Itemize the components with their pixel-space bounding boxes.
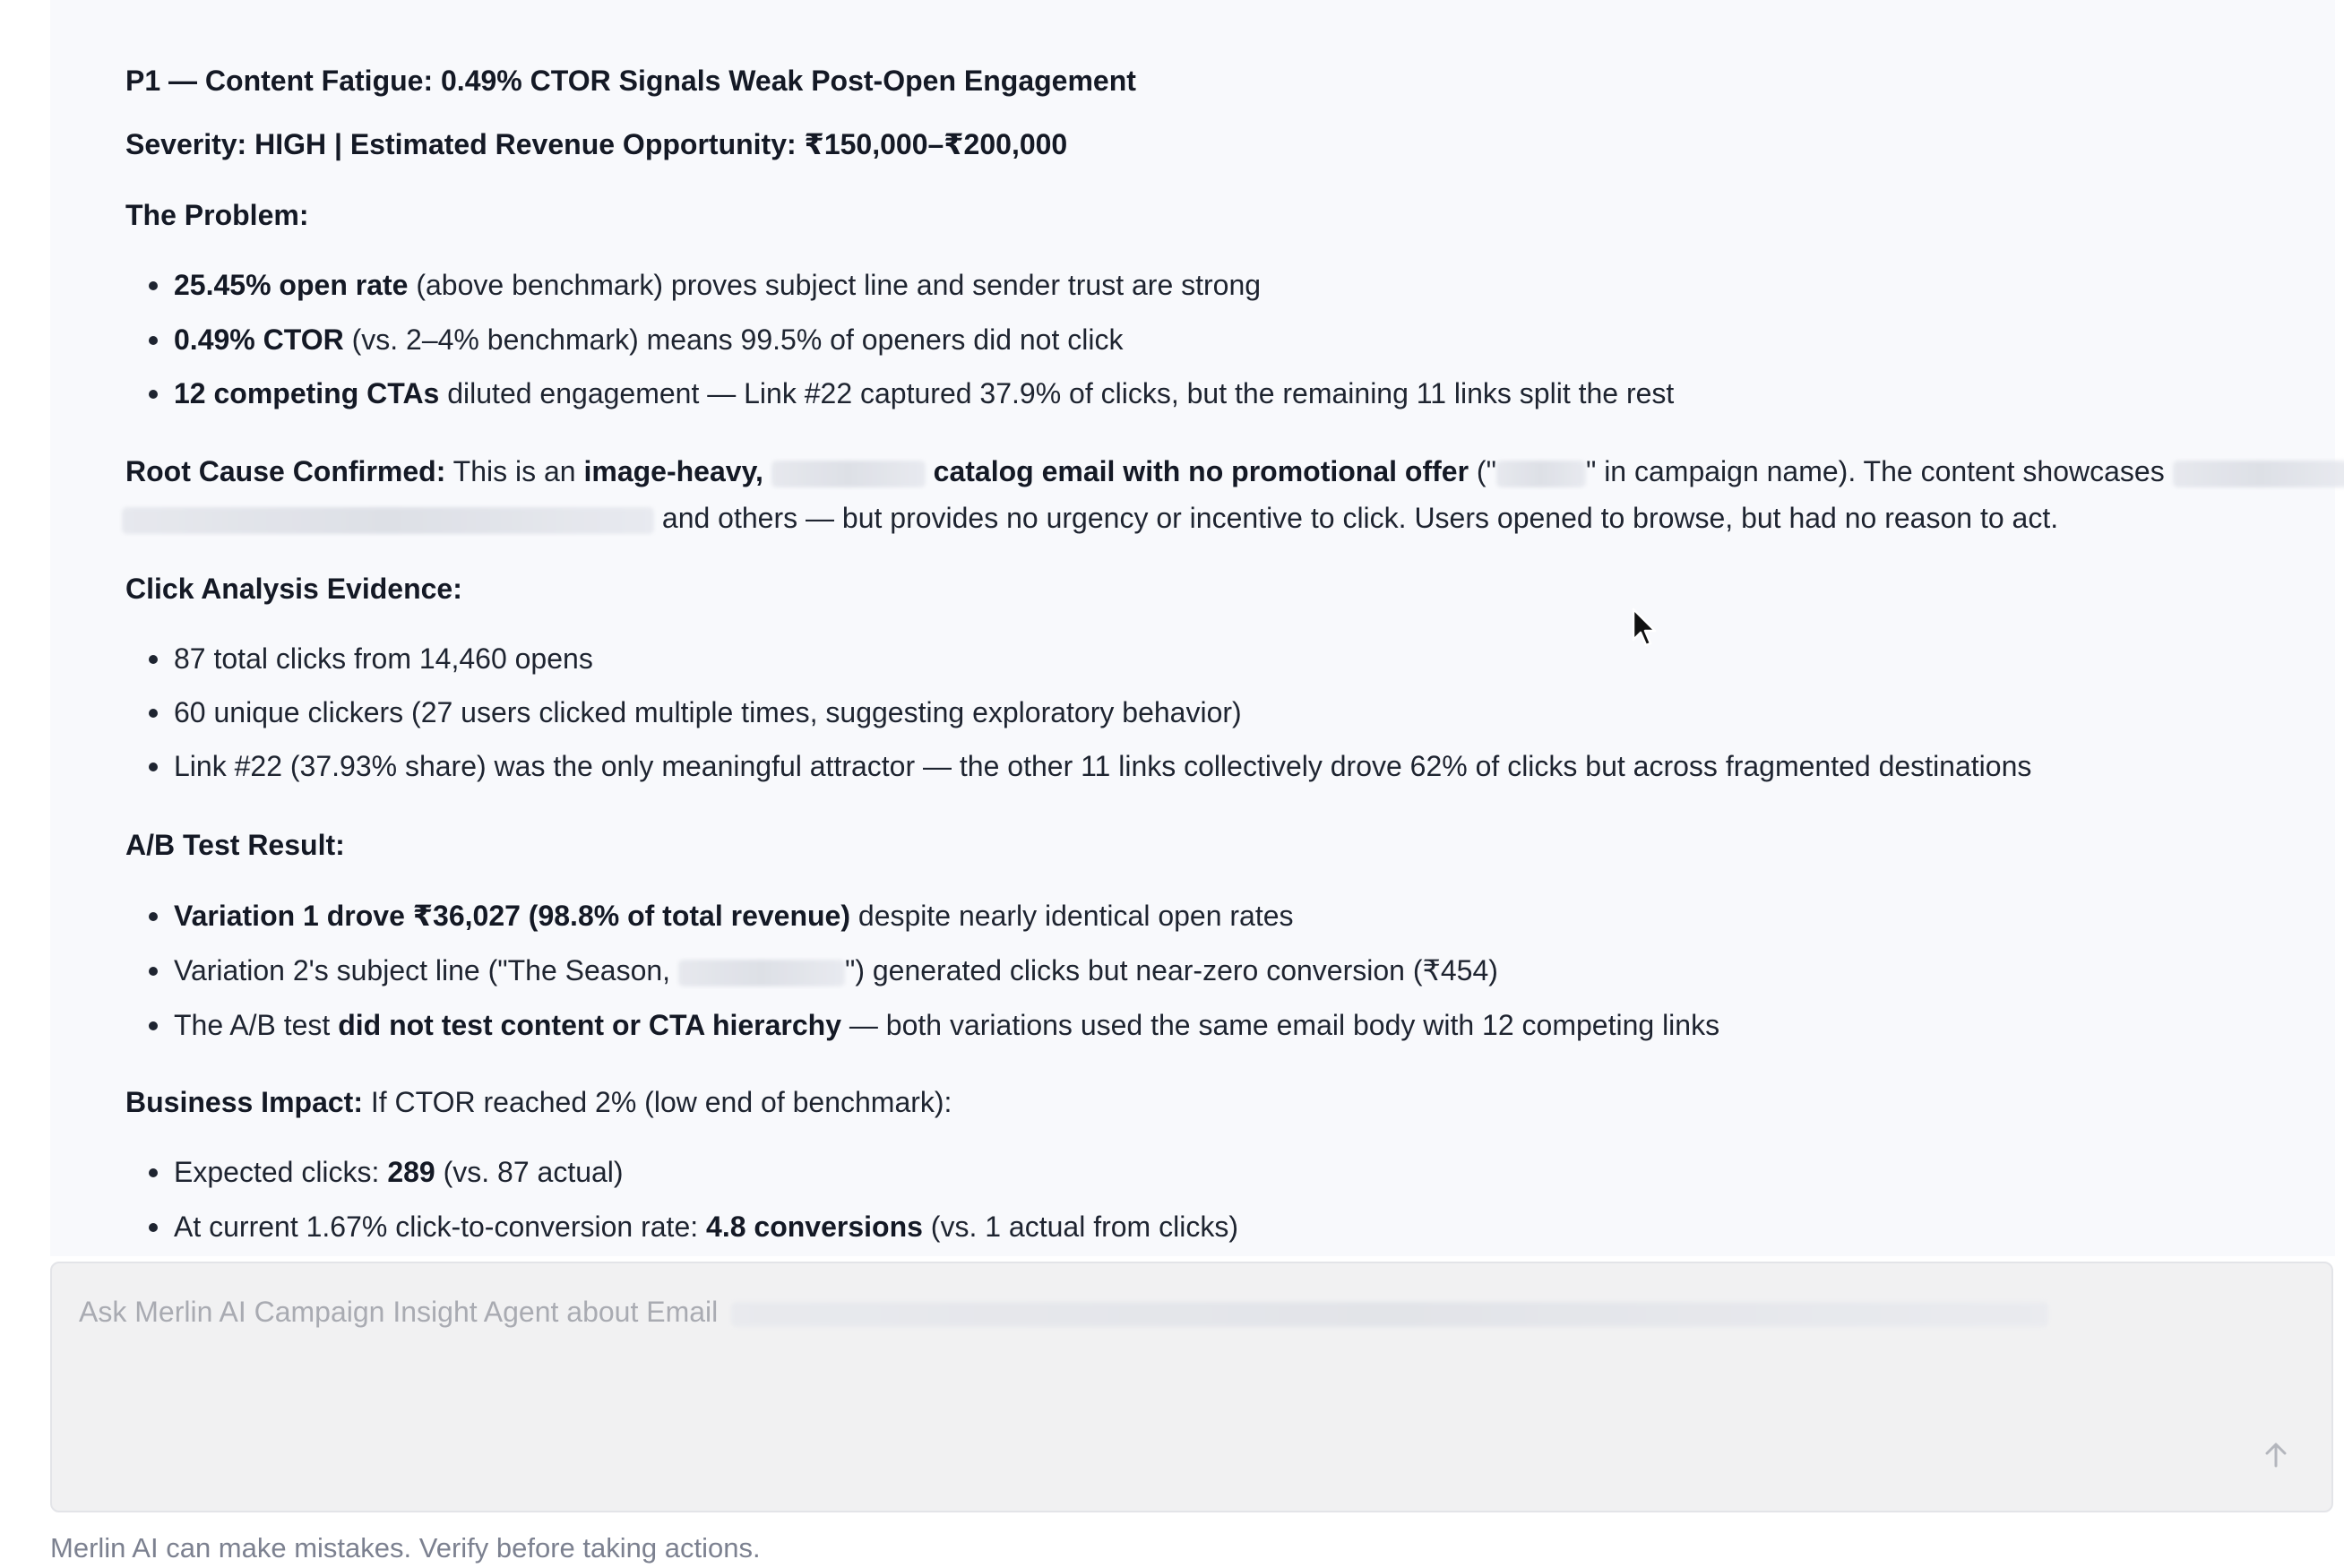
list-item xyxy=(174,322,1123,358)
list-item: 60 unique clickers (27 users clicked multiple times, suggesting exploratory behavior) xyxy=(174,696,1242,728)
root-cause-text: This is an xyxy=(445,455,584,487)
report-title: P1 — Content Fatigue: 0.49% CTOR Signals Weak Post-Open Engagement xyxy=(125,65,1136,97)
chat-message-panel xyxy=(50,0,2335,1256)
disclaimer-text: Merlin AI can make mistakes. Verify before taking actions. xyxy=(50,1532,761,1564)
list-item xyxy=(174,1007,1719,1043)
bullet-bold: 12 competing CTAs xyxy=(174,377,440,409)
bullet-dot xyxy=(149,655,158,664)
root-cause-bold: catalog email with no promotional offer xyxy=(925,455,1469,487)
bullet-text: despite nearly identical open rates xyxy=(850,900,1294,932)
bullet-bold: did not test content or CTA hierarchy xyxy=(338,1009,842,1041)
chat-input[interactable] xyxy=(50,1262,2333,1512)
bullet-text: (above benchmark) proves subject line and sender trust are strong xyxy=(408,269,1262,301)
bullet-bold: 25.45% open rate xyxy=(174,269,409,301)
ab-test-heading: A/B Test Result: xyxy=(125,829,345,861)
redacted-text xyxy=(771,461,926,487)
bullet-dot xyxy=(149,1168,158,1177)
redacted-text xyxy=(678,960,845,986)
root-cause-label: Root Cause Confirmed: xyxy=(125,455,446,487)
bullet-text: Expected clicks: xyxy=(174,1156,388,1188)
root-cause-text: (" xyxy=(1469,455,1496,487)
bullet-text: — both variations used the same email body with 12 competing links xyxy=(841,1009,1720,1041)
root-cause-line-1 xyxy=(125,453,2344,489)
list-item xyxy=(174,375,1674,411)
chat-input-placeholder xyxy=(79,1294,2048,1330)
business-impact-label: Business Impact: xyxy=(125,1086,363,1118)
redacted-text xyxy=(2173,461,2344,487)
bullet-text: ") generated clicks but near-zero conversion (₹454) xyxy=(844,954,1498,986)
bullet-dot xyxy=(149,1021,158,1030)
click-analysis-heading: Click Analysis Evidence: xyxy=(125,573,462,605)
bullet-text: (vs. 2–4% benchmark) means 99.5% of openers did not click xyxy=(343,323,1124,356)
root-cause-line-2 xyxy=(122,500,2058,536)
bullet-text: The A/B test xyxy=(174,1009,339,1041)
bullet-bold: 4.8 conversions xyxy=(706,1210,923,1243)
root-cause-bold: image-heavy, xyxy=(583,455,771,487)
bullet-dot xyxy=(149,336,158,345)
redacted-text xyxy=(122,507,654,534)
list-item: Link #22 (37.93% share) was the only meaningful attractor — the other 11 links collectively drove 62% of clicks but across fragmented destinations xyxy=(174,750,2032,782)
bullet-bold: 289 xyxy=(387,1156,435,1188)
problem-heading: The Problem: xyxy=(125,199,309,231)
placeholder-text: Ask Merlin AI Campaign Insight Agent about Email xyxy=(79,1296,719,1328)
bullet-dot xyxy=(149,390,158,399)
bullet-bold: 0.49% CTOR xyxy=(174,323,344,356)
bullet-dot xyxy=(149,709,158,718)
bullet-text: Variation 2's subject line ("The Season, xyxy=(174,954,678,986)
send-button[interactable] xyxy=(2256,1435,2296,1475)
mouse-pointer-icon xyxy=(1631,607,1658,649)
bullet-dot xyxy=(149,1223,158,1232)
root-cause-text: and others — but provides no urgency or incentive to click. Users opened to browse, but had no reason to act. xyxy=(654,502,2059,534)
arrow-up-icon xyxy=(2263,1442,2288,1469)
list-item xyxy=(174,1154,624,1190)
bullet-dot xyxy=(149,912,158,921)
root-cause-text: " in campaign name). The content showcases xyxy=(1585,455,2173,487)
bullet-dot xyxy=(149,967,158,976)
bullet-text: (vs. 1 actual from clicks) xyxy=(922,1210,1238,1243)
list-item xyxy=(174,1209,1238,1245)
list-item: 87 total clicks from 14,460 opens xyxy=(174,642,593,675)
list-item xyxy=(174,267,1261,303)
list-item xyxy=(174,952,1498,988)
redacted-text xyxy=(731,1302,2048,1327)
bullet-text: At current 1.67% click-to-conversion rate: xyxy=(174,1210,707,1243)
business-impact-text: If CTOR reached 2% (low end of benchmark): xyxy=(362,1086,952,1118)
business-impact-line xyxy=(125,1084,952,1120)
list-item xyxy=(174,898,1294,934)
bullet-dot xyxy=(149,762,158,771)
redacted-text xyxy=(1496,461,1586,487)
bullet-bold: Variation 1 drove ₹36,027 (98.8% of total revenue) xyxy=(174,900,850,932)
bullet-text: (vs. 87 actual) xyxy=(435,1156,624,1188)
bullet-dot xyxy=(149,281,158,290)
severity-line: Severity: HIGH | Estimated Revenue Opportunity: ₹150,000–₹200,000 xyxy=(125,128,1068,160)
bullet-text: diluted engagement — Link #22 captured 37.9% of clicks, but the remaining 11 links split the rest xyxy=(439,377,1675,409)
